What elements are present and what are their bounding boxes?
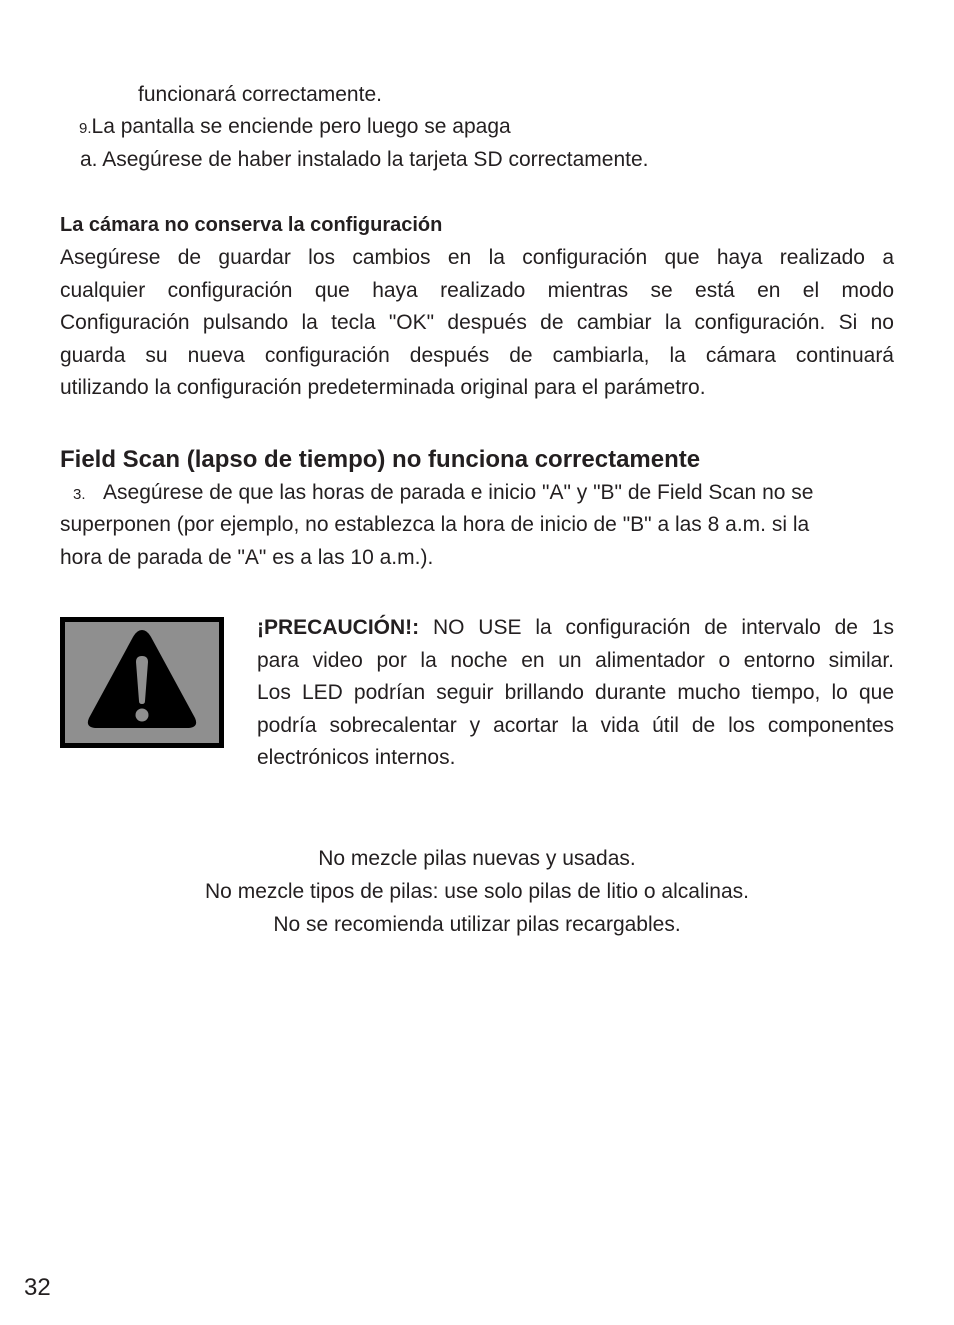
settings-heading: La cámara no conserva la configuración — [60, 214, 443, 236]
fieldscan-item-line3: hora de parada de "A" es a las 10 a.m.). — [60, 546, 434, 569]
battery-note: No mezcle pilas nuevas y usadas. — [318, 847, 636, 870]
caution-line1-rest: NO USE la configuración de intervalo de 1s — [432, 616, 894, 639]
settings-line: cualquier configuración que haya realizado mientras se está en el modo — [60, 278, 894, 302]
settings-line: Configuración pulsando la tecla "OK" después de cambiar la configuración. Si no — [60, 311, 894, 334]
caution-paragraph — [257, 612, 894, 775]
caution-line: Los LED podrían seguir brillando durante mucho tiempo, lo que — [257, 681, 894, 704]
fieldscan-heading: Field Scan (lapso de tiempo) no funciona correctamente — [60, 446, 701, 473]
caution-line: podría sobrecalentar y acortar la vida útil de los componentes — [257, 713, 894, 737]
list-item-9-text: La pantalla se enciende pero luego se apaga — [91, 115, 511, 138]
caution-line-1 — [257, 612, 894, 645]
warning-box — [60, 617, 224, 748]
battery-note: No mezcle tipos de pilas: use solo pilas de litio o alcalinas. — [205, 880, 749, 903]
fieldscan-item — [73, 477, 813, 512]
page-number: 32 — [24, 1274, 51, 1301]
settings-line: utilizando la configuración predeterminada original para el parámetro. — [60, 376, 706, 399]
caution-line: electrónicos internos. — [257, 746, 456, 769]
warning-triangle-icon — [65, 622, 219, 743]
list-item-9-number: 9. — [79, 120, 92, 137]
settings-line: guarda su nueva configuración después de cambiarla, la cámara continuará — [60, 343, 894, 367]
list-item-9a: a. Asegúrese de haber instalado la tarjeta SD correctamente. — [80, 148, 649, 171]
fieldscan-item-line2: superponen (por ejemplo, no establezca la hora de inicio de "B" a las 8 a.m. si la — [60, 513, 810, 536]
battery-note: No se recomienda utilizar pilas recargables. — [273, 913, 681, 936]
list-item-9 — [79, 111, 511, 146]
settings-line: Asegúrese de guardar los cambios en la configuración que haya realizado a — [60, 246, 894, 269]
caution-label: ¡PRECAUCIÓN!: — [257, 616, 420, 639]
continuation-text: funcionará correctamente. — [138, 83, 382, 106]
fieldscan-item-line1: Asegúrese de que las horas de parada e inicio "A" y "B" de Field Scan no se — [103, 481, 814, 504]
settings-paragraph — [60, 242, 894, 405]
caution-line: para video por la noche en un alimentador o entorno similar. — [257, 648, 894, 672]
fieldscan-item-number: 3. — [73, 486, 86, 503]
